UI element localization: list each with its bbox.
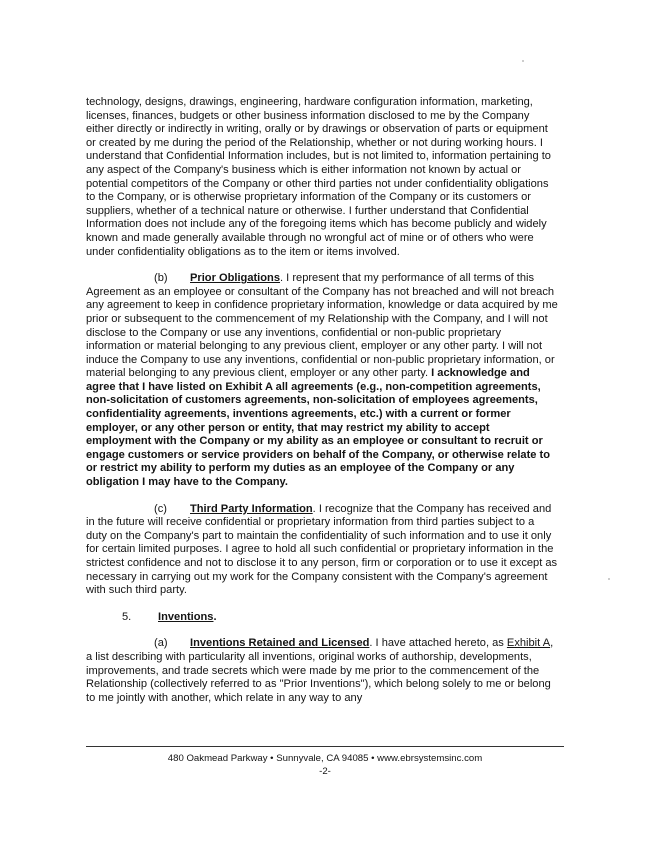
- paragraph-confidential-information: technology, designs, drawings, engineering, hardware configuration information, marketing, licenses, finances, budgets or other business information disclosed to me by the Company either directly or indirectly in writing, orally or by drawings or observation of parts or equipment or created by me during the period of the Relationship, whether or not during working hours. I understand that Confidential Information includes, but is not limited to, information pertaining to any aspect of the Company's business which is either information not known by actual or potential competitors of the Company or other third parties not under confidentiality obligations to the Company, or is otherwise proprietary information of the Company or its customers or suppliers, whether of a technical nature or otherwise. I further understand that Confidential Information does not include any of the foregoing items which has become publicly and widely known and made generally available through no wrongful act of mine or of others who were under confidentiality obligations as to the item or items involved.: [86, 96, 551, 258]
- heading-third-party-information: Third Party Information: [190, 502, 313, 515]
- inventions-retained-text-1: . I have attached hereto, as: [369, 637, 507, 650]
- page-number: -2-: [319, 766, 331, 777]
- section-5-number: 5.: [122, 610, 132, 623]
- paragraph-third-party-information: [86, 503, 558, 598]
- section-5-title: Inventions: [158, 610, 214, 623]
- scan-speck: [608, 578, 610, 580]
- footer-divider: [86, 746, 564, 747]
- paragraph-prior-obligations: [86, 272, 558, 490]
- heading-prior-obligations: Prior Obligations: [190, 272, 280, 285]
- footer-address: 480 Oakmead Parkway • Sunnyvale, CA 94085 • www.ebrsystemsinc.com: [167, 753, 483, 764]
- label-a: (a): [154, 637, 168, 650]
- document-body: [86, 96, 558, 705]
- scan-speck: [522, 60, 524, 62]
- prior-obligations-acknowledgement: I acknowledge and agree that I have listed on Exhibit A all agreements (e.g., non-competition agreements, non-solicitation of customers agreements, non-solicitation of employees agreements, confidentiality agreements, inventions agreements, etc.) with a current or former employer, or any other person or entity, that may restrict my ability to accept employment with the Company or my ability as an employee or consultant to recruit or engage customers or service providers on behalf of the Company, or otherwise relate to or restrict my ability to perform my duties as an employee of the Company or any obligation I may have to the Company.: [86, 367, 551, 489]
- label-c: (c): [154, 502, 167, 515]
- exhibit-a-link-text: Exhibit A: [506, 637, 551, 650]
- prior-obligations-text: . I represent that my performance of all terms of this Agreement as an employee or consultant of the Company has not breached and will not breach any agreement to keep in confidence proprietary information, knowledge or data acquired by me prior or subsequent to the commencement of my Relationship with the Company, and I will not disclose to the Company or use any inventions, confidential or non-public proprietary information or material belonging to any previous client, employer or any other party. I will not induce the Company to use any inventions, confidential or non-public proprietary information, or material belonging to any previous client, employer or any other party.: [86, 272, 558, 380]
- paragraph-inventions-retained: [86, 637, 558, 705]
- page-footer: [86, 752, 564, 778]
- third-party-information-text: . I recognize that the Company has received and in the future will receive confidential or proprietary information from third parties subject to a duty on the Company's part to maintain the confidentiality of such information and to use it only for certain limited purposes. I agree to hold all such confidential or proprietary information in the strictest confidence and not to disclose it to any person, firm or corporation or to use it except as necessary in carrying out my work for the Company consistent with the Company's agreement with such third party.: [86, 502, 558, 597]
- inventions-retained-text-2: , a list describing with particularity all inventions, original works of authorship, developments, improvements, and trade secrets which were made by me prior to the commencement of the Relationship (collectively referred to as "Prior Inventions"), which belong solely to me or belong to me jointly with another, which relate in any way to any: [86, 637, 554, 704]
- section-5-heading: 5. Inventions.: [122, 610, 217, 623]
- label-b: (b): [154, 272, 168, 285]
- heading-inventions-retained: Inventions Retained and Licensed: [190, 637, 370, 650]
